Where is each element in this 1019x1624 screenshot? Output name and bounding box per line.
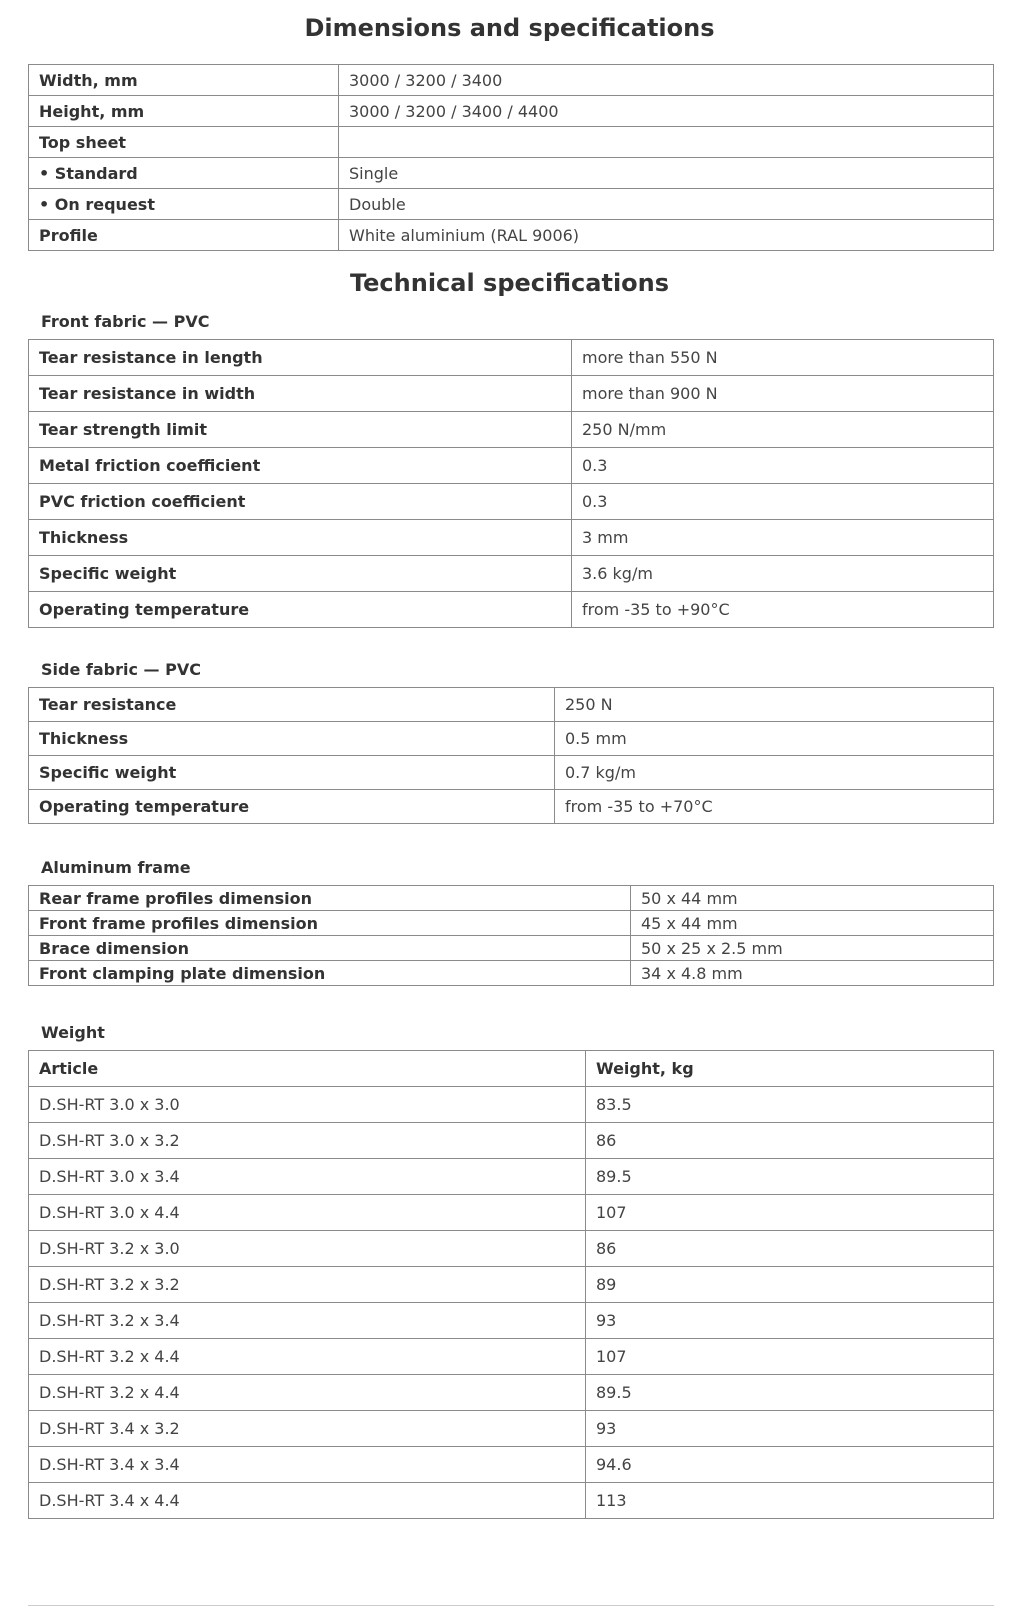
row-label: • Standard	[29, 158, 339, 189]
table-row	[29, 96, 994, 127]
dimensions-title: Dimensions and specifications	[304, 14, 715, 42]
table-row	[29, 961, 994, 986]
row-label: PVC friction coefficient	[29, 484, 572, 520]
row-label: Width, mm	[29, 65, 339, 96]
row-value: 0.7 kg/m	[555, 756, 994, 790]
table-row	[29, 1231, 994, 1267]
row-value	[339, 127, 994, 158]
row-label: Specific weight	[29, 756, 555, 790]
row-label: Height, mm	[29, 96, 339, 127]
table-row	[29, 340, 994, 376]
row-value: 45 x 44 mm	[631, 911, 994, 936]
table-row	[29, 1123, 994, 1159]
row-value: 0.3	[572, 484, 994, 520]
row-value: 0.3	[572, 448, 994, 484]
technical-title: Technical specifications	[349, 269, 670, 297]
article-cell: D.SH-RT 3.4 x 3.4	[29, 1447, 586, 1483]
row-label: Tear resistance in width	[29, 376, 572, 412]
table-row	[29, 158, 994, 189]
table-row	[29, 1483, 994, 1519]
column-header-article: Article	[29, 1051, 586, 1087]
row-value: 0.5 mm	[555, 722, 994, 756]
row-value: 3000 / 3200 / 3400 / 4400	[339, 96, 994, 127]
table-row	[29, 688, 994, 722]
table-row	[29, 556, 994, 592]
row-value: 3000 / 3200 / 3400	[339, 65, 994, 96]
row-label: Metal friction coefficient	[29, 448, 572, 484]
table-row	[29, 911, 994, 936]
row-value: more than 900 N	[572, 376, 994, 412]
row-label: Front frame profiles dimension	[29, 911, 631, 936]
table-row	[29, 220, 994, 251]
weight-cell: 89.5	[586, 1375, 994, 1411]
weight-cell: 89.5	[586, 1159, 994, 1195]
row-label: Brace dimension	[29, 936, 631, 961]
table-row	[29, 189, 994, 220]
weight-cell: 93	[586, 1303, 994, 1339]
weight-cell: 113	[586, 1483, 994, 1519]
weight-cell: 83.5	[586, 1087, 994, 1123]
table-row	[29, 1267, 994, 1303]
weight-cell: 93	[586, 1411, 994, 1447]
weight-cell: 94.6	[586, 1447, 994, 1483]
table-row	[29, 1159, 994, 1195]
weight-cell: 107	[586, 1195, 994, 1231]
column-header-weight: Weight, kg	[586, 1051, 994, 1087]
row-value: Single	[339, 158, 994, 189]
row-label: Tear resistance	[29, 688, 555, 722]
row-label: Tear resistance in length	[29, 340, 572, 376]
dimensions-table	[28, 64, 994, 251]
table-row	[29, 376, 994, 412]
table-row	[29, 520, 994, 556]
aluminum-frame-heading: Aluminum frame	[41, 858, 191, 877]
table-header-row	[29, 1051, 994, 1087]
row-label: Operating temperature	[29, 790, 555, 824]
divider	[28, 1605, 994, 1606]
article-cell: D.SH-RT 3.2 x 4.4	[29, 1339, 586, 1375]
row-label: Profile	[29, 220, 339, 251]
article-cell: D.SH-RT 3.2 x 3.4	[29, 1303, 586, 1339]
article-cell: D.SH-RT 3.0 x 3.0	[29, 1087, 586, 1123]
row-value: 34 x 4.8 mm	[631, 961, 994, 986]
article-cell: D.SH-RT 3.2 x 3.2	[29, 1267, 586, 1303]
row-value: from -35 to +90°C	[572, 592, 994, 628]
row-value: 3.6 kg/m	[572, 556, 994, 592]
side-fabric-table	[28, 687, 994, 824]
table-row	[29, 65, 994, 96]
front-fabric-table	[28, 339, 994, 628]
row-label: • On request	[29, 189, 339, 220]
table-row	[29, 1195, 994, 1231]
row-label: Top sheet	[29, 127, 339, 158]
table-row	[29, 1411, 994, 1447]
article-cell: D.SH-RT 3.0 x 4.4	[29, 1195, 586, 1231]
table-row	[29, 1375, 994, 1411]
weight-heading: Weight	[41, 1023, 105, 1042]
article-cell: D.SH-RT 3.4 x 3.2	[29, 1411, 586, 1447]
row-value: 250 N/mm	[572, 412, 994, 448]
row-value: White aluminium (RAL 9006)	[339, 220, 994, 251]
weight-cell: 89	[586, 1267, 994, 1303]
row-value: 250 N	[555, 688, 994, 722]
row-label: Thickness	[29, 722, 555, 756]
article-cell: D.SH-RT 3.4 x 4.4	[29, 1483, 586, 1519]
row-value: Double	[339, 189, 994, 220]
table-row	[29, 127, 994, 158]
article-cell: D.SH-RT 3.0 x 3.2	[29, 1123, 586, 1159]
row-label: Tear strength limit	[29, 412, 572, 448]
table-row	[29, 484, 994, 520]
table-row	[29, 1339, 994, 1375]
table-row	[29, 448, 994, 484]
row-value: from -35 to +70°C	[555, 790, 994, 824]
weight-cell: 86	[586, 1123, 994, 1159]
row-label: Operating temperature	[29, 592, 572, 628]
weight-cell: 86	[586, 1231, 994, 1267]
weight-table	[28, 1050, 994, 1519]
table-row	[29, 790, 994, 824]
table-row	[29, 1087, 994, 1123]
table-row	[29, 1303, 994, 1339]
table-row	[29, 886, 994, 911]
table-row	[29, 1447, 994, 1483]
row-value: 50 x 44 mm	[631, 886, 994, 911]
table-row	[29, 412, 994, 448]
article-cell: D.SH-RT 3.2 x 3.0	[29, 1231, 586, 1267]
table-row	[29, 756, 994, 790]
row-label: Rear frame profiles dimension	[29, 886, 631, 911]
row-label: Thickness	[29, 520, 572, 556]
table-row	[29, 722, 994, 756]
article-cell: D.SH-RT 3.0 x 3.4	[29, 1159, 586, 1195]
row-label: Front clamping plate dimension	[29, 961, 631, 986]
side-fabric-heading: Side fabric — PVC	[41, 660, 201, 679]
table-row	[29, 592, 994, 628]
aluminum-frame-table	[28, 885, 994, 986]
front-fabric-heading: Front fabric — PVC	[41, 312, 210, 331]
row-value: 3 mm	[572, 520, 994, 556]
table-row	[29, 936, 994, 961]
row-value: 50 x 25 x 2.5 mm	[631, 936, 994, 961]
article-cell: D.SH-RT 3.2 x 4.4	[29, 1375, 586, 1411]
weight-cell: 107	[586, 1339, 994, 1375]
row-value: more than 550 N	[572, 340, 994, 376]
row-label: Specific weight	[29, 556, 572, 592]
